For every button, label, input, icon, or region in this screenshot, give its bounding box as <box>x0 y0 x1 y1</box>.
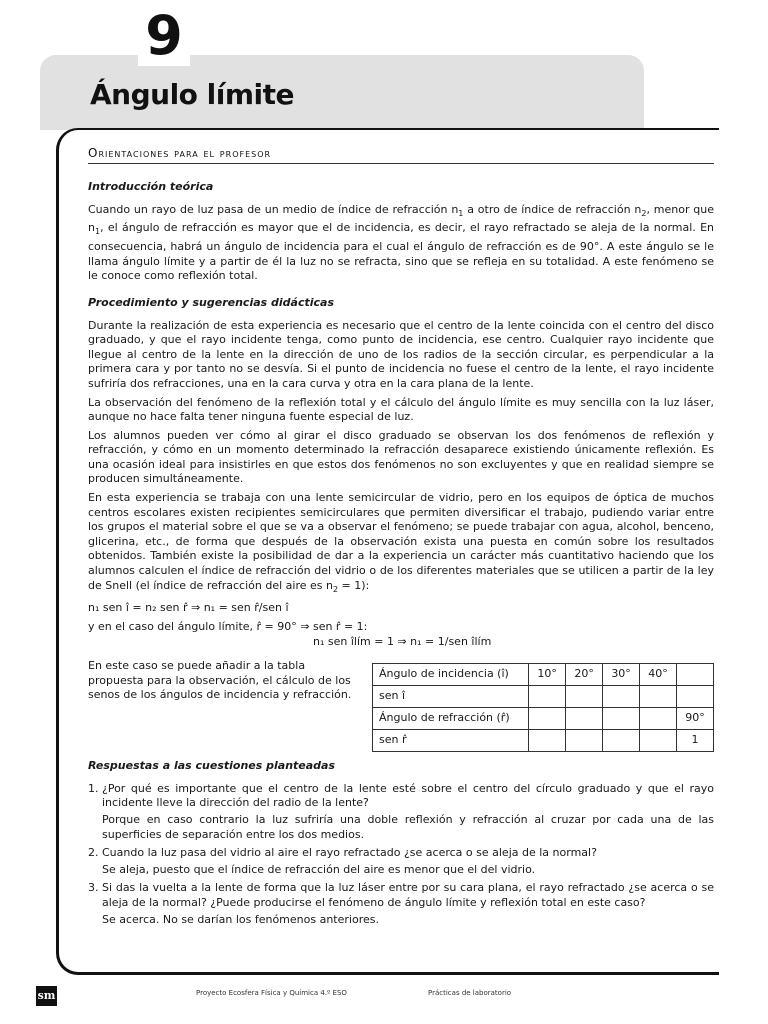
table-cell: 20° <box>566 664 603 686</box>
footer-project: Proyecto Ecosfera Física y Química 4.º ESO <box>196 989 347 997</box>
question-text: Cuando la luz pasa del vidrio al aire el rayo refractado ¿se acerca o se aleja de la normal? <box>102 846 597 860</box>
table-cell: 40° <box>640 664 677 686</box>
table-row <box>373 708 714 730</box>
table-cell: 90° <box>677 708 714 730</box>
table-cell <box>529 686 566 708</box>
answers-list <box>88 782 714 927</box>
answer-text: Se acerca. No se darían los fenómenos anteriores. <box>102 912 379 926</box>
table-cell <box>566 730 603 752</box>
table-cell <box>603 708 640 730</box>
limit-angle-text: y en el caso del ángulo límite, r̂ = 90° ⇒ sen r̂ = 1: <box>88 620 368 633</box>
table-cell <box>529 708 566 730</box>
publisher-logo: sm <box>36 986 57 1006</box>
procedure-paragraph-2: La observación del fenómeno de la reflexión total y el cálculo del ángulo límite es muy sencilla con la luz láser, aunque no hace falta tener ninguna fuente especial de luz. <box>88 395 714 424</box>
table-cell <box>677 686 714 708</box>
table-cell <box>603 730 640 752</box>
snell-formula: n₁ sen î = n₂ sen r̂ ⇒ n₁ = sen r̂/sen î <box>88 601 289 615</box>
table-row <box>373 664 714 686</box>
table-cell <box>566 708 603 730</box>
question-text: Si das la vuelta a la lente de forma que la luz láser entre por su cara plana, el rayo refractado ¿se acerca o se aleja de la normal? ¿Puede producirse el fenómeno de ángulo límite y reflexión total en este caso? <box>102 881 714 909</box>
table-cell <box>640 686 677 708</box>
table-cell <box>677 664 714 686</box>
table-cell <box>603 686 640 708</box>
list-item <box>102 782 714 842</box>
answer-text: Porque en caso contrario la luz sufriría una doble reflexión y refracción al cruzar por cada una de las superficies de separación entre los dos medios. <box>102 812 714 841</box>
intro-heading: Introducción teórica <box>88 180 214 193</box>
list-item <box>102 881 714 927</box>
row-label: Ángulo de incidencia (î) <box>373 664 529 686</box>
answer-text: Se aleja, puesto que el índice de refracción del aire es menor que el del vidrio. <box>102 862 536 876</box>
main-content <box>88 180 714 931</box>
answers-heading: Respuestas a las cuestiones planteadas <box>88 759 336 773</box>
table-cell <box>529 730 566 752</box>
row-label: sen r̂ <box>373 730 529 752</box>
observation-table <box>372 663 714 752</box>
procedure-paragraph-3: Los alumnos pueden ver cómo al girar el disco graduado se observan los dos fenómenos de reflexión y refracción, y cómo en un momento determinado la refracción desaparece existiendo únicamente reflexión. Es una ocasión ideal para insistirles en que estos dos fenómenos no son excluyentes y que en realidad siempre se producen simultáneamente. <box>88 428 714 486</box>
row-label: sen î <box>373 686 529 708</box>
table-cell <box>566 686 603 708</box>
procedure-paragraph-4: En esta experiencia se trabaja con una lente semicircular de vidrio, pero en los equipos de óptica de muchos centros escolares existen recipientes semicirculares que permiten diversificar el trabajo, pudiendo variar entre los grupos el material sobre el que se va a observar el fenómeno; se puede trabajar con agua, alcohol, benceno, glicerina, etc., de forma que después de la observación exista una puesta en común sobre los resultados obtenidos. También existe la posibilidad de dar a la experiencia un carácter más cuantitativo haciendo que los alumnos calculen el índice de refracción del vidrio o de los diferentes materiales que se utilicen a partir de la ley de Snell (el índice de refracción del aire es $n_2 = 1$): <box>88 491 714 594</box>
table-row <box>373 686 714 708</box>
table-cell: 30° <box>603 664 640 686</box>
table-cell: 1 <box>677 730 714 752</box>
table-cell: 10° <box>529 664 566 686</box>
procedure-paragraph-1: Durante la realización de esta experiencia es necesario que el centro de la lente coincida con el centro del disco graduado, y que el rayo incidente tenga, como punto de incidencia, ese centro. Cualquier rayo incidente que llegue al centro de la lente en la dirección de uno de los radios de la sección circular, es perpendicular a la primera cara y por tanto no se desvía. Si el punto de incidencia no fuese el centro de la lente, el rayo incidente sufriría dos refracciones, una en la cara curva y otra en la cara plana de la lente. <box>88 318 714 390</box>
question-text: ¿Por qué es importante que el centro de la lente esté sobre el centro del círculo graduado y que el rayo incidente lleve la dirección del radio de la lente? <box>102 781 714 810</box>
table-section <box>88 659 714 759</box>
section-title: Orientaciones para el profesor <box>88 146 714 164</box>
table-cell <box>640 708 677 730</box>
list-item <box>102 846 714 877</box>
footer-section: Prácticas de laboratorio <box>428 989 512 997</box>
table-cell <box>640 730 677 752</box>
row-label: Ángulo de refracción (r̂) <box>373 708 529 730</box>
table-row <box>373 730 714 752</box>
table-intro-text: En este caso se puede añadir a la tabla propuesta para la observación, el cálculo de los senos de los ángulos de incidencia y refracción. <box>88 659 352 702</box>
limit-formula: n₁ sen îlím = 1 ⇒ n₁ = 1/sen îlím <box>313 634 492 648</box>
chapter-number: 9 <box>138 6 190 66</box>
procedure-heading: Procedimiento y sugerencias didácticas <box>88 295 335 309</box>
intro-paragraph: Cuando un rayo de luz pasa de un medio de índice de refracción $n_1$ a otro de índice de refracción $n_2$, menor que $n_1$, el ángulo de refracción es mayor que el de incidencia, es decir, el rayo refractado se aleja de la normal. En consecuencia, habrá un ángulo de incidencia para el cual el ángulo de refracción es de 90°. A este ángulo se le llama ángulo límite y a partir de él la luz no se refracta, sino que se refleja en su totalidad. A este fenómeno se le conoce como reflexión total. <box>88 202 715 283</box>
chapter-title: Ángulo límite <box>90 78 295 111</box>
